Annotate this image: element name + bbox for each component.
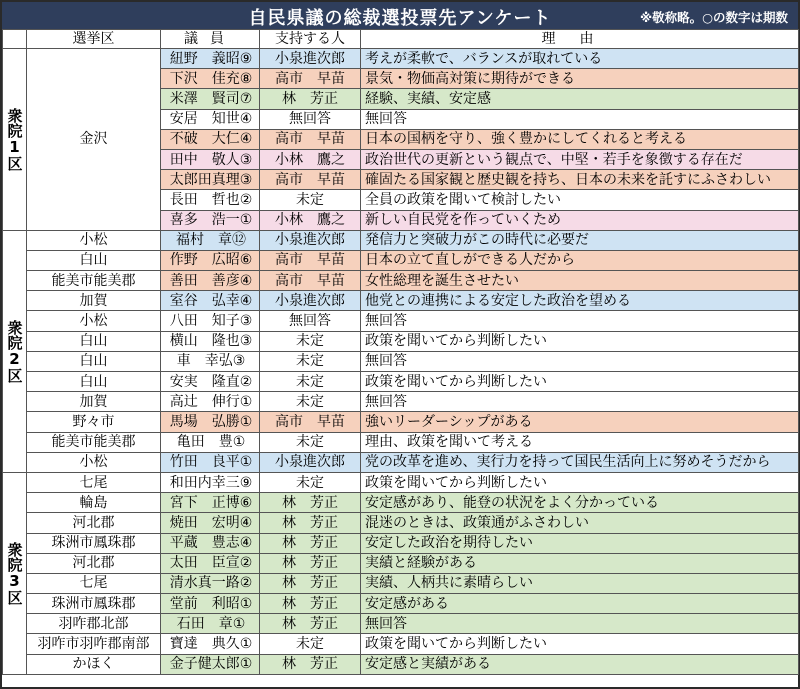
support-cell: 林 芳正 <box>260 594 361 614</box>
member-name-cell: 焼田 宏明④ <box>161 513 260 533</box>
reason-cell: 政策を聞いてから判断したい <box>361 331 799 351</box>
table-row <box>3 230 799 250</box>
reason-cell: 他党との連携による安定した政治を望める <box>361 291 799 311</box>
reason-cell: 政策を聞いてから判断したい <box>361 634 799 654</box>
support-cell: 林 芳正 <box>260 573 361 593</box>
header-name: 議員 <box>161 30 260 49</box>
table-row <box>3 271 799 291</box>
member-name-cell: 不破 大仁④ <box>161 129 260 149</box>
member-name-cell: 平蔵 豊志④ <box>161 533 260 553</box>
table-row <box>3 392 799 412</box>
member-name-cell: 太田 臣宣② <box>161 553 260 573</box>
member-name-cell: 下沢 佳充⑧ <box>161 69 260 89</box>
member-name-cell: 長田 哲也② <box>161 190 260 210</box>
district-cell: 白山 <box>27 372 161 392</box>
support-cell: 未定 <box>260 472 361 492</box>
support-cell: 林 芳正 <box>260 513 361 533</box>
reason-cell: 無回答 <box>361 392 799 412</box>
district-cell: 羽咋郡北部 <box>27 614 161 634</box>
member-name-cell: 作野 広昭⑥ <box>161 250 260 270</box>
district-cell: 加賀 <box>27 392 161 412</box>
reason-cell: 女性総理を誕生させたい <box>361 271 799 291</box>
member-name-cell: 金子健太郎① <box>161 654 260 674</box>
support-cell: 林 芳正 <box>260 614 361 634</box>
support-cell: 高市 早苗 <box>260 271 361 291</box>
reason-cell: 考えが柔軟で、バランスが取れている <box>361 49 799 69</box>
reason-cell: 全員の政策を聞いて検討したい <box>361 190 799 210</box>
support-cell: 小林 鷹之 <box>260 149 361 169</box>
district-cell: 小松 <box>27 230 161 250</box>
support-cell: 林 芳正 <box>260 493 361 513</box>
table-row <box>3 654 799 674</box>
district-cell: 能美市能美郡 <box>27 271 161 291</box>
member-name-cell: 亀田 豊① <box>161 432 260 452</box>
member-name-cell: 米澤 賢司⑦ <box>161 89 260 109</box>
table-row <box>3 634 799 654</box>
support-cell: 未定 <box>260 634 361 654</box>
member-name-cell: 田中 敬人③ <box>161 149 260 169</box>
support-cell: 小泉進次郎 <box>260 230 361 250</box>
member-name-cell: 安実 隆直② <box>161 372 260 392</box>
support-cell: 林 芳正 <box>260 654 361 674</box>
table-row <box>3 432 799 452</box>
title-note: ※敬称略。○の数字は期数 <box>639 10 788 25</box>
reason-cell: 無回答 <box>361 614 799 634</box>
district-cell: 珠洲市鳳珠郡 <box>27 533 161 553</box>
district-cell: かほく <box>27 654 161 674</box>
header-district: 選挙区 <box>27 30 161 49</box>
support-cell: 未定 <box>260 372 361 392</box>
reason-cell: 政策を聞いてから判断したい <box>361 472 799 492</box>
district-cell: 白山 <box>27 250 161 270</box>
table-body <box>3 49 799 675</box>
member-name-cell: 竹田 良平① <box>161 452 260 472</box>
table-row <box>3 412 799 432</box>
reason-cell: 実績と経験がある <box>361 553 799 573</box>
division-label: 衆院3区 <box>3 472 27 674</box>
member-name-cell: 福村 章⑫ <box>161 230 260 250</box>
reason-cell: 日本の国柄を守り、強く豊かにしてくれると考える <box>361 129 799 149</box>
title-bar <box>2 2 798 29</box>
member-name-cell: 馬場 弘勝① <box>161 412 260 432</box>
support-cell: 小泉進次郎 <box>260 291 361 311</box>
header-reason: 理由 <box>361 30 799 49</box>
member-name-cell: 石田 章① <box>161 614 260 634</box>
table-row <box>3 311 799 331</box>
district-cell: 小松 <box>27 311 161 331</box>
reason-cell: 景気・物価高対策に期待ができる <box>361 69 799 89</box>
table-row <box>3 594 799 614</box>
member-name-cell: 和田内幸三⑨ <box>161 472 260 492</box>
table-row <box>3 452 799 472</box>
header-support: 支持する人 <box>260 30 361 49</box>
table-row <box>3 49 799 69</box>
reason-cell: 無回答 <box>361 109 799 129</box>
member-name-cell: 室谷 弘幸④ <box>161 291 260 311</box>
support-cell: 高市 早苗 <box>260 129 361 149</box>
support-cell: 林 芳正 <box>260 553 361 573</box>
reason-cell: 安定感と実績がある <box>361 654 799 674</box>
reason-cell: 実績、人柄共に素晴らしい <box>361 573 799 593</box>
header-division <box>3 30 27 49</box>
reason-cell: 発信力と突破力がこの時代に必要だ <box>361 230 799 250</box>
support-cell: 林 芳正 <box>260 533 361 553</box>
member-name-cell: 紐野 義昭⑨ <box>161 49 260 69</box>
reason-cell: 日本の立て直しができる人だから <box>361 250 799 270</box>
header-row <box>3 30 799 49</box>
support-cell: 小泉進次郎 <box>260 452 361 472</box>
district-cell: 能美市能美郡 <box>27 432 161 452</box>
support-cell: 高市 早苗 <box>260 412 361 432</box>
member-name-cell: 堂前 利昭① <box>161 594 260 614</box>
support-cell: 小泉進次郎 <box>260 49 361 69</box>
reason-cell: 経験、実績、安定感 <box>361 89 799 109</box>
district-cell: 輪島 <box>27 493 161 513</box>
support-cell: 未定 <box>260 392 361 412</box>
member-name-cell: 喜多 浩一① <box>161 210 260 230</box>
table-row <box>3 351 799 371</box>
district-cell: 野々市 <box>27 412 161 432</box>
reason-cell: 政策を聞いてから判断したい <box>361 372 799 392</box>
support-cell: 小林 鷹之 <box>260 210 361 230</box>
survey-table <box>2 29 799 675</box>
division-label: 衆院1区 <box>3 49 27 231</box>
reason-cell: 確固たる国家観と歴史観を持ち、日本の未来を託すにふさわしい <box>361 170 799 190</box>
district-cell: 羽咋市羽咋郡南部 <box>27 634 161 654</box>
member-name-cell: 横山 隆也③ <box>161 331 260 351</box>
reason-cell: 安定した政治を期待したい <box>361 533 799 553</box>
support-cell: 未定 <box>260 190 361 210</box>
reason-cell: 安定感があり、能登の状況をよく分かっている <box>361 493 799 513</box>
reason-cell: 混迷のときは、政策通がふさわしい <box>361 513 799 533</box>
reason-cell: 政治世代の更新という観点で、中堅・若手を象徴する存在だ <box>361 149 799 169</box>
table-row <box>3 250 799 270</box>
reason-cell: 強いリーダーシップがある <box>361 412 799 432</box>
district-cell: 河北郡 <box>27 513 161 533</box>
district-cell: 金沢 <box>27 49 161 231</box>
member-name-cell: 太郎田真理③ <box>161 170 260 190</box>
support-cell: 林 芳正 <box>260 89 361 109</box>
support-cell: 無回答 <box>260 311 361 331</box>
district-cell: 七尾 <box>27 472 161 492</box>
reason-cell: 理由、政策を聞いて考える <box>361 432 799 452</box>
district-cell: 白山 <box>27 331 161 351</box>
support-cell: 高市 早苗 <box>260 170 361 190</box>
division-label: 衆院2区 <box>3 230 27 472</box>
reason-cell: 安定感がある <box>361 594 799 614</box>
table-row <box>3 573 799 593</box>
table-row <box>3 472 799 492</box>
table-row <box>3 513 799 533</box>
member-name-cell: 善田 善彦④ <box>161 271 260 291</box>
table-row <box>3 372 799 392</box>
support-cell: 無回答 <box>260 109 361 129</box>
district-cell: 七尾 <box>27 573 161 593</box>
district-cell: 白山 <box>27 351 161 371</box>
member-name-cell: 八田 知子③ <box>161 311 260 331</box>
page-title: 自民県議の総裁選投票先アンケート <box>248 8 552 29</box>
table-row <box>3 553 799 573</box>
reason-cell: 無回答 <box>361 311 799 331</box>
member-name-cell: 寶達 典久① <box>161 634 260 654</box>
support-cell: 高市 早苗 <box>260 69 361 89</box>
support-cell: 高市 早苗 <box>260 250 361 270</box>
member-name-cell: 安居 知世④ <box>161 109 260 129</box>
support-cell: 未定 <box>260 432 361 452</box>
table-row <box>3 614 799 634</box>
table-row <box>3 533 799 553</box>
reason-cell: 党の改革を進め、実行力を持って国民生活向上に努めそうだから <box>361 452 799 472</box>
support-cell: 未定 <box>260 351 361 371</box>
member-name-cell: 清水真一路② <box>161 573 260 593</box>
district-cell: 加賀 <box>27 291 161 311</box>
district-cell: 珠洲市鳳珠郡 <box>27 594 161 614</box>
table-row <box>3 331 799 351</box>
district-cell: 小松 <box>27 452 161 472</box>
reason-cell: 新しい自民党を作っていくため <box>361 210 799 230</box>
member-name-cell: 宮下 正博⑥ <box>161 493 260 513</box>
reason-cell: 無回答 <box>361 351 799 371</box>
table-row <box>3 493 799 513</box>
member-name-cell: 車 幸弘③ <box>161 351 260 371</box>
member-name-cell: 高辻 伸行① <box>161 392 260 412</box>
support-cell: 未定 <box>260 331 361 351</box>
district-cell: 河北郡 <box>27 553 161 573</box>
table-row <box>3 291 799 311</box>
